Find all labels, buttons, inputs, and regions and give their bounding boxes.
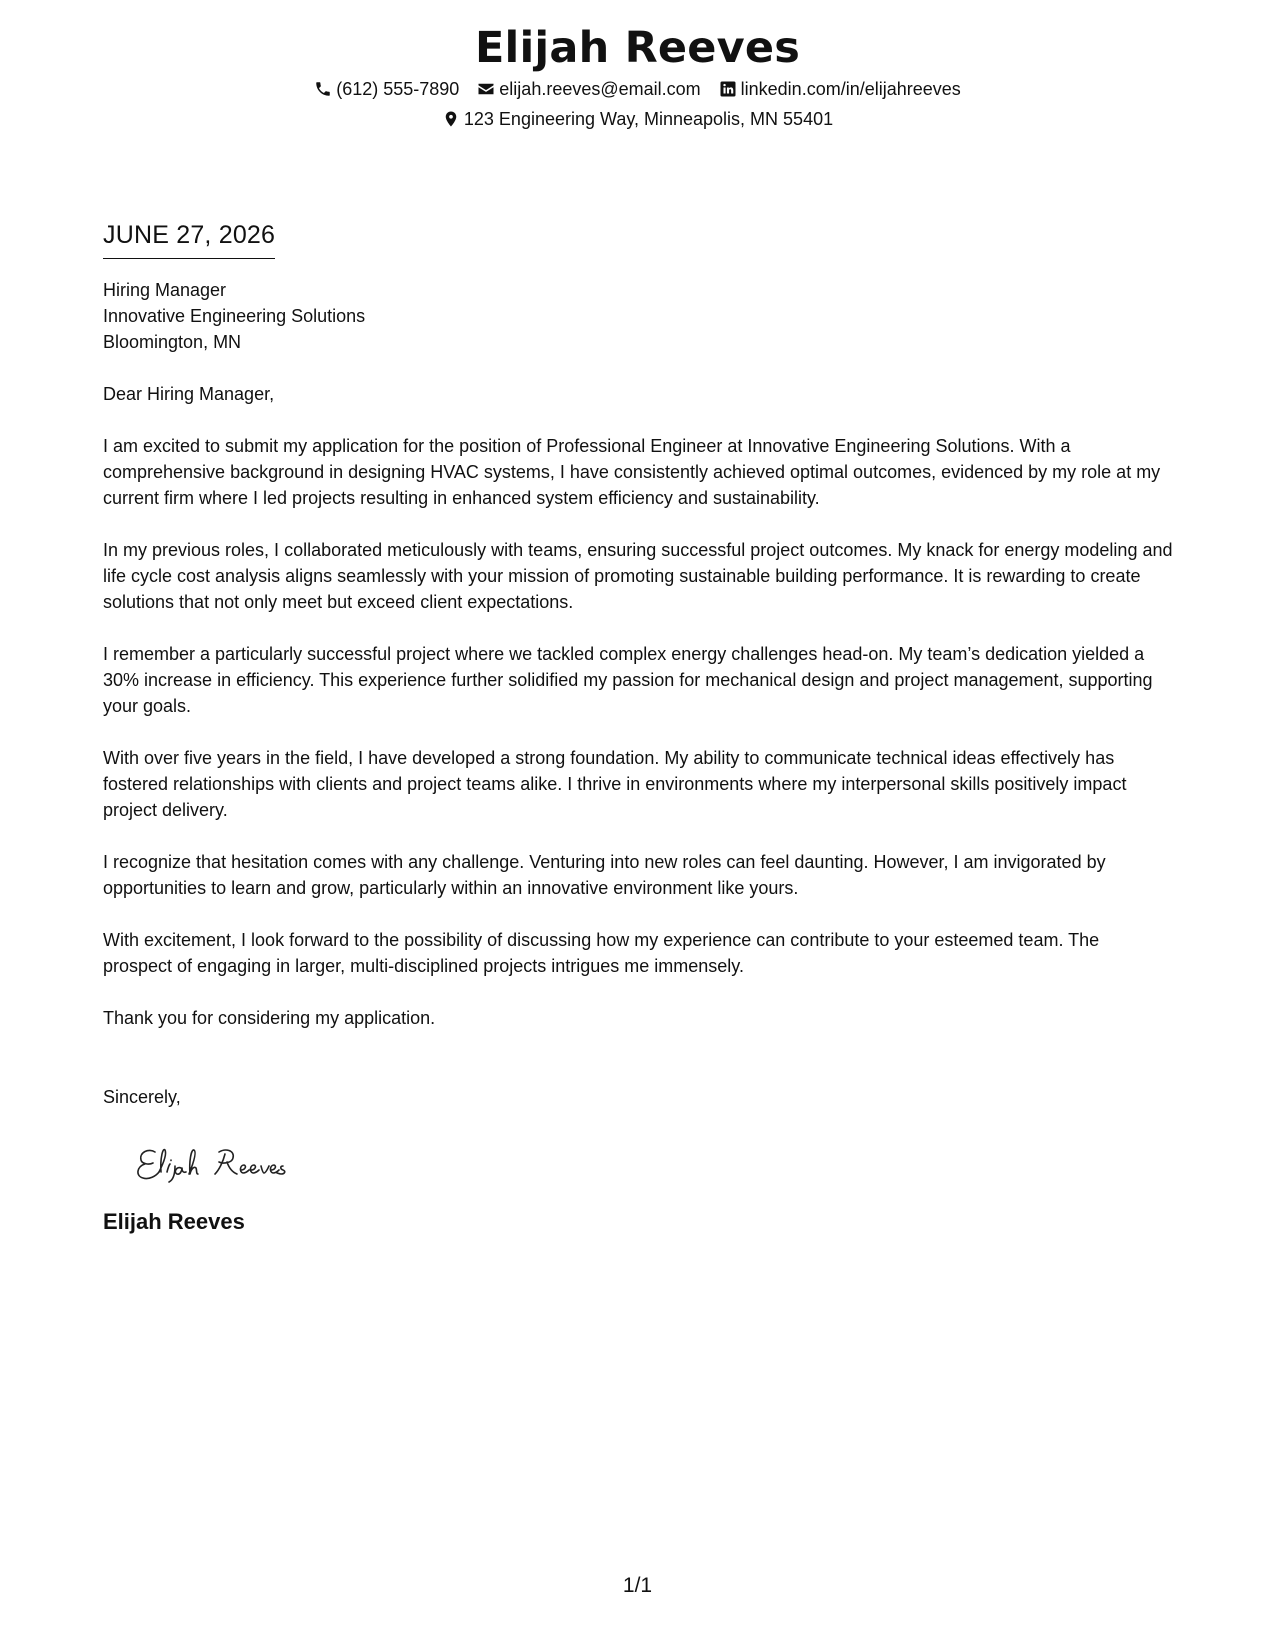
map-pin-icon	[442, 110, 460, 128]
linkedin-icon	[719, 80, 737, 98]
email-address[interactable]: elijah.reeves@email.com	[499, 79, 701, 99]
contact-line-primary	[0, 76, 1275, 102]
contact-phone	[314, 76, 459, 102]
recipient-title: Hiring Manager	[103, 280, 227, 300]
salutation: Dear Hiring Manager,	[103, 384, 275, 404]
body-paragraph: I remember a particularly successful project where we tackled complex energy challenges head-on. My team’s dedication yielded a 30% increase in efficiency. This experience further solidified my passion for mechanical design and project management, supporting your goals.	[103, 644, 1153, 716]
body-paragraph: With over five years in the field, I have developed a strong foundation. My ability to communicate technical ideas effectively has fostered relationships with clients and project teams alike. I thrive in environments where my interpersonal skills positively impact project delivery.	[103, 748, 1127, 820]
recipient-block	[103, 277, 1173, 355]
contact-email[interactable]	[477, 76, 700, 102]
body-paragraph: In my previous roles, I collaborated meticulously with teams, ensuring successful project outcomes. My knack for energy modeling and life cycle cost analysis aligns seamlessly with your mission of promoting sustainable building performance. It is rewarding to create solutions that not only meet but exceed client expectations.	[103, 540, 1173, 612]
letter-date: JUNE 27, 2026	[103, 218, 275, 259]
body-paragraph: Thank you for considering my application.	[103, 1008, 436, 1028]
contact-line-secondary	[0, 106, 1275, 132]
body-paragraph: I recognize that hesitation comes with any challenge. Venturing into new roles can feel daunting. However, I am invigorated by opportunities to learn and grow, particularly within an innovative environment like yours.	[103, 852, 1106, 898]
signer-name: Elijah Reeves	[103, 1209, 245, 1234]
signature-image	[133, 1138, 333, 1188]
letter-header	[0, 22, 1275, 132]
phone-number: (612) 555-7890	[336, 79, 460, 99]
recipient-company: Innovative Engineering Solutions	[103, 306, 366, 326]
envelope-icon	[477, 80, 495, 98]
body-paragraph: With excitement, I look forward to the possibility of discussing how my experience can contribute to your esteemed team. The prospect of engaging in larger, multi-disciplined projects intrigues me immensely.	[103, 930, 1100, 976]
contact-address	[442, 106, 833, 132]
recipient-location: Bloomington, MN	[103, 332, 242, 352]
applicant-name: Elijah Reeves	[474, 23, 801, 73]
contact-linkedin[interactable]	[719, 76, 961, 102]
page-number: 1/1	[622, 1574, 653, 1597]
letter-body	[103, 218, 1173, 1236]
linkedin-url[interactable]: linkedin.com/in/elijahreeves	[740, 79, 961, 99]
street-address: 123 Engineering Way, Minneapolis, MN 55401	[463, 109, 834, 129]
closing: Sincerely,	[103, 1087, 181, 1107]
phone-icon	[314, 80, 332, 98]
body-paragraph: I am excited to submit my application for the position of Professional Engineer at Innovative Engineering Solutions. With a comprehensive background in designing HVAC systems, I have consistently achieved optimal outcomes, evidenced by my role at my current firm where I led projects resulting in enhanced system efficiency and sustainability.	[103, 436, 1161, 508]
